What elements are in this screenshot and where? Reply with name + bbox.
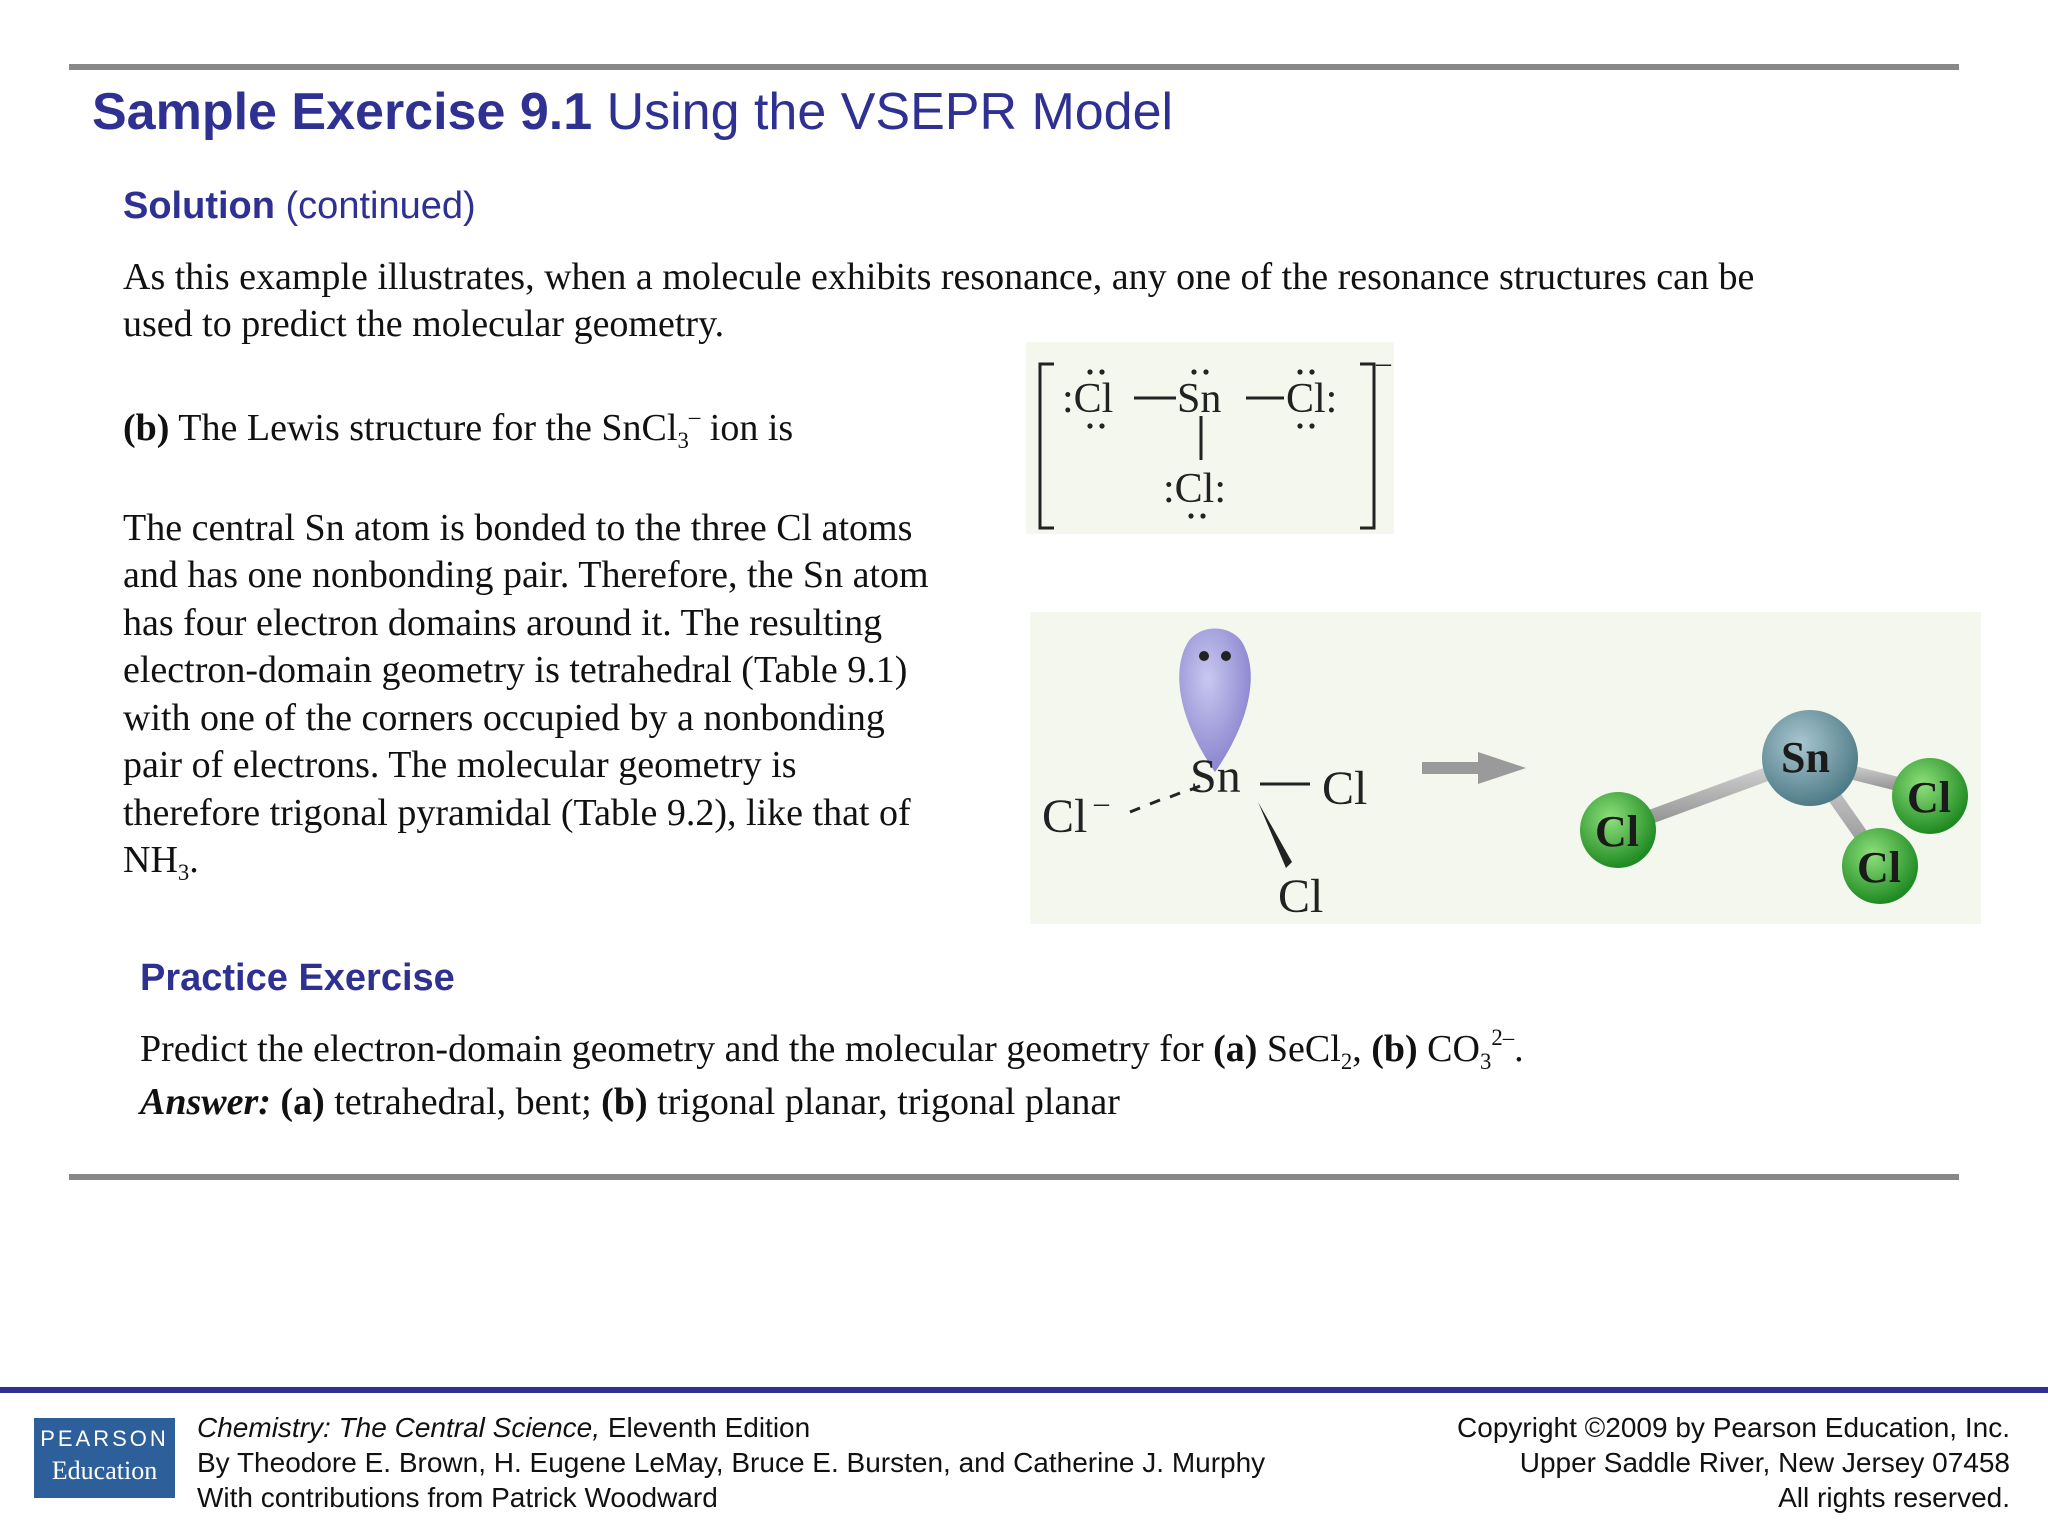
pearson-logo [34, 1418, 175, 1498]
practice-heading: Practice Exercise [140, 957, 455, 999]
geo-sn-label: Sn [1190, 750, 1241, 803]
ball-cl-label: Cl [1857, 843, 1901, 892]
practice-q-text: Predict the electron-domain geometry and the molecular geometry for [140, 1027, 1204, 1070]
explanation-last-line [123, 838, 199, 886]
arrow-icon [1422, 752, 1526, 784]
top-rule [69, 64, 1959, 70]
explanation-line: electron-domain geometry is tetrahedral (Table 9.1) [123, 649, 908, 691]
intro-line-2: used to predict the molecular geometry. [123, 303, 725, 345]
lone-pair-dot [1221, 651, 1231, 661]
lewis-charge: – [1376, 346, 1391, 379]
title-bold: Sample Exercise 9.1 [92, 83, 593, 141]
practice-q-sep: , [1352, 1027, 1362, 1070]
logo-bottom-text: Education [51, 1456, 158, 1485]
footer-authors: By Theodore E. Brown, H. Eugene LeMay, Bruce E. Bursten, and Catherine J. Murphy [197, 1447, 1266, 1478]
geo-cl-left-charge: – [1094, 786, 1109, 819]
ball-sn-label: Sn [1781, 733, 1830, 782]
practice-question [140, 1025, 1524, 1075]
part-b-sup: – [688, 404, 701, 429]
solution-heading [123, 185, 476, 228]
nh3-end: . [189, 839, 199, 881]
footer-book-title: Chemistry: The Central Science, [197, 1412, 601, 1443]
nh3-text: NH [123, 839, 178, 881]
intro-line-1: As this example illustrates, when a molecule exhibits resonance, any one of the resonance structures can be [123, 256, 1755, 298]
lone-pair-dot [1199, 651, 1209, 661]
answer-label: Answer: [140, 1081, 271, 1123]
explanation-line: has four electron domains around it. The resulting [123, 602, 883, 644]
footer-contrib: With contributions from Patrick Woodward [197, 1482, 718, 1513]
dash-bond [1150, 800, 1160, 804]
footer-copyright [1457, 1410, 2010, 1515]
part-b-line [123, 404, 793, 454]
explanation-line: The central Sn atom is bonded to the three Cl atoms [123, 507, 913, 549]
practice-q-b-sub: 3 [1479, 1048, 1492, 1074]
bottom-rule [69, 1174, 1959, 1180]
footer-bar [0, 1387, 2048, 1393]
footer-edition: Eleventh Edition [607, 1412, 811, 1443]
left-bracket [1040, 364, 1054, 528]
practice-q-a: (a) [1213, 1027, 1258, 1070]
dash-bond [1130, 808, 1140, 812]
answer-b-label: (b) [601, 1081, 648, 1123]
part-b-text: The Lewis structure for the SnCl [178, 406, 678, 449]
explanation-line: pair of electrons. The molecular geometry is [123, 744, 797, 786]
practice-q-b-sup: 2– [1491, 1025, 1515, 1050]
practice-q-a-sub: 2 [1340, 1048, 1353, 1074]
practice-q-end: . [1514, 1027, 1524, 1070]
geo-cl-left: Cl [1042, 790, 1088, 843]
lewis-atom-left: :Cl [1062, 376, 1114, 422]
footer-book-line [197, 1410, 1265, 1445]
lewis-atom-bottom: :Cl: [1163, 466, 1227, 512]
footer-copyright-line: Copyright ©2009 by Pearson Education, Inc. [1457, 1412, 2010, 1443]
right-bracket [1360, 364, 1374, 528]
molecular-geometry-diagram [1030, 612, 1981, 924]
page-title [92, 82, 1173, 142]
explanation-line: therefore trigonal pyramidal (Table 9.2), like that of [123, 792, 911, 834]
lewis-structure-diagram [1026, 342, 1394, 534]
practice-q-a-formula: SeCl [1266, 1027, 1341, 1070]
lewis-atom-center: Sn [1177, 376, 1222, 422]
practice-answer [140, 1080, 1120, 1124]
footer-citation [197, 1410, 1265, 1515]
solution-heading-bold: Solution [123, 185, 275, 227]
footer-rights: All rights reserved. [1778, 1482, 2010, 1513]
practice-q-b: (b) [1371, 1027, 1418, 1070]
lewis-structure-panel [1026, 342, 1394, 534]
title-rest: Using the VSEPR Model [606, 83, 1174, 141]
ball-cl-label: Cl [1907, 773, 1951, 822]
footer-location: Upper Saddle River, New Jersey 07458 [1519, 1447, 2010, 1478]
ball-cl-label: Cl [1595, 807, 1639, 856]
solution-heading-rest: (continued) [285, 185, 476, 227]
part-b-label: (b) [123, 406, 170, 449]
explanation-line: and has one nonbonding pair. Therefore, the Sn atom [123, 554, 929, 596]
lewis-atom-right: Cl: [1286, 376, 1338, 422]
wedge-bond [1258, 802, 1292, 868]
dash-bond [1170, 793, 1180, 797]
part-b-end: ion is [709, 406, 794, 449]
answer-a-text: tetrahedral, bent; [334, 1081, 592, 1123]
part-b-sub: 3 [677, 427, 689, 453]
nh3-sub: 3 [177, 859, 190, 885]
geo-cl-bottom: Cl [1278, 870, 1324, 923]
molecular-geometry-panel [1030, 612, 1981, 924]
geo-cl-right: Cl [1322, 762, 1368, 815]
logo-top-text: PEARSON [40, 1426, 169, 1451]
explanation-line: with one of the corners occupied by a nonbonding [123, 697, 885, 739]
answer-a-label: (a) [280, 1081, 325, 1123]
answer-b-text: trigonal planar, trigonal planar [657, 1081, 1120, 1123]
practice-q-b-formula: CO [1427, 1027, 1480, 1070]
